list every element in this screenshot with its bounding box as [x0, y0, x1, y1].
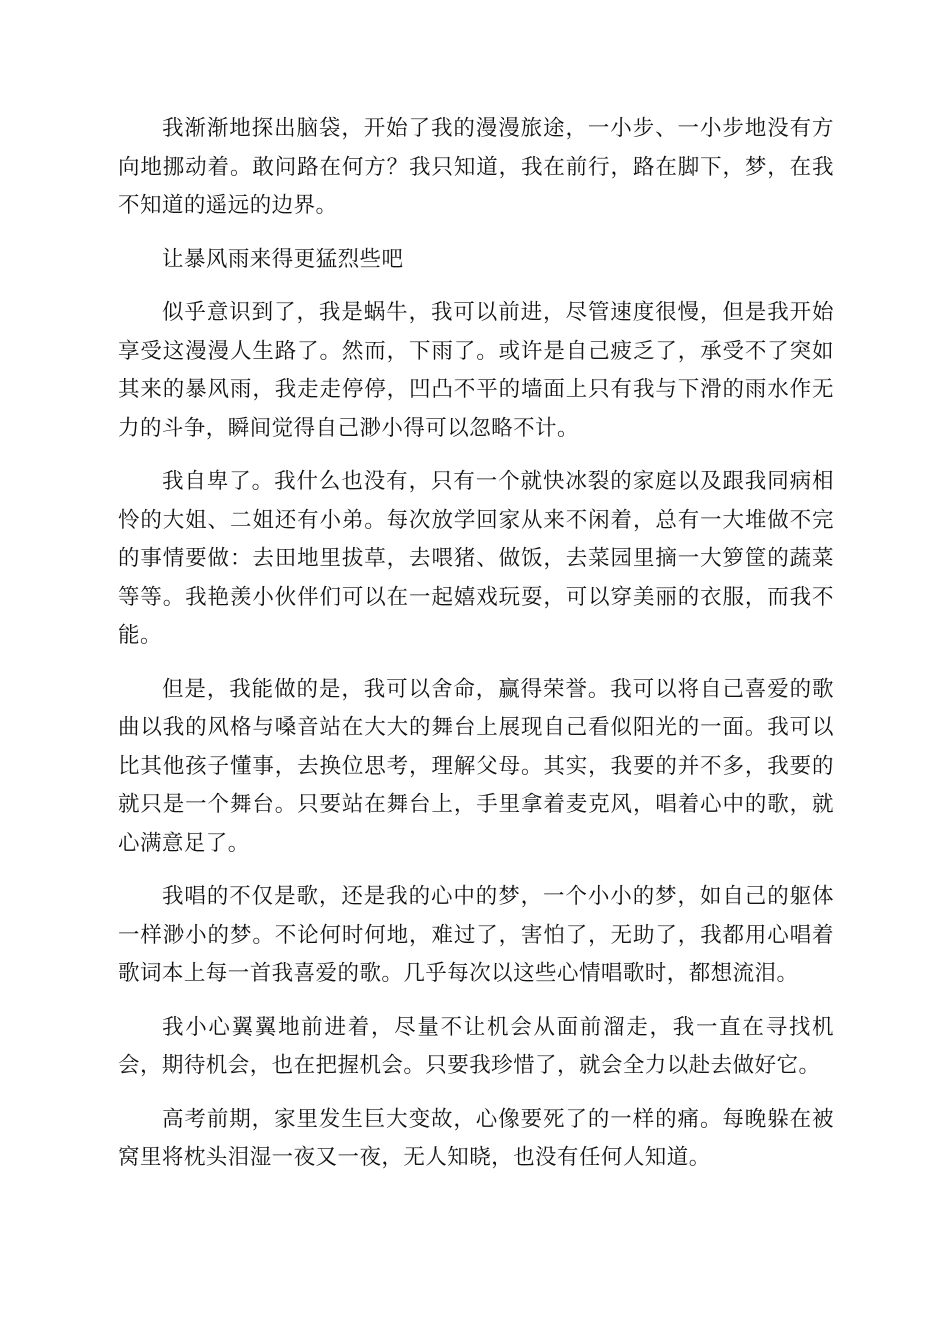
document-body [118, 110, 834, 1193]
paragraph: 我小心翼翼地前进着，尽量不让机会从面前溜走，我一直在寻找机会，期待机会，也在把握机会。只要我珍惜了，就会全力以赴去做好它。 [118, 1014, 834, 1078]
paragraph: 似乎意识到了，我是蜗牛，我可以前进，尽管速度很慢，但是我开始享受这漫漫人生路了。然而，下雨了。或许是自己疲乏了，承受不了突如其来的暴风雨，我走走停停，凹凸不平的墙面上只有我与下滑的雨水作无力的斗争，瞬间觉得自己渺小得可以忽略不计。 [118, 300, 834, 441]
paragraph: 我渐渐地探出脑袋，开始了我的漫漫旅途，一小步、一小步地没有方向地挪动着。敢问路在何方？我只知道，我在前行，路在脚下，梦，在我不知道的遥远的边界。 [118, 116, 834, 218]
paragraph: 我唱的不仅是歌，还是我的心中的梦，一个小小的梦，如自己的躯体一样渺小的梦。不论何时何地，难过了，害怕了，无助了，我都用心唱着歌词本上每一首我喜爱的歌。几乎每次以这些心情唱歌时，都想流泪。 [118, 884, 834, 986]
paragraph: 高考前期，家里发生巨大变故，心像要死了的一样的痛。每晚躲在被窝里将枕头泪湿一夜又一夜，无人知晓，也没有任何人知道。 [118, 1106, 834, 1170]
section-heading: 让暴风雨来得更猛烈些吧 [162, 246, 404, 272]
paragraph: 但是，我能做的是，我可以舍命，赢得荣誉。我可以将自己喜爱的歌曲以我的风格与嗓音站在大大的舞台上展现自己看似阳光的一面。我可以比其他孩子懂事，去换位思考，理解父母。其实，我要的并不多，我要的就只是一个舞台。只要站在舞台上，手里拿着麦克风，唱着心中的歌，就心满意足了。 [118, 676, 834, 856]
paragraph: 我自卑了。我什么也没有，只有一个就快冰裂的家庭以及跟我同病相怜的大姐、二姐还有小弟。每次放学回家从来不闲着，总有一大堆做不完的事情要做：去田地里拔草，去喂猪、做饭，去菜园里摘一大箩筐的蔬菜等等。我艳羡小伙伴们可以在一起嬉戏玩耍，可以穿美丽的衣服，而我不能。 [118, 469, 834, 648]
